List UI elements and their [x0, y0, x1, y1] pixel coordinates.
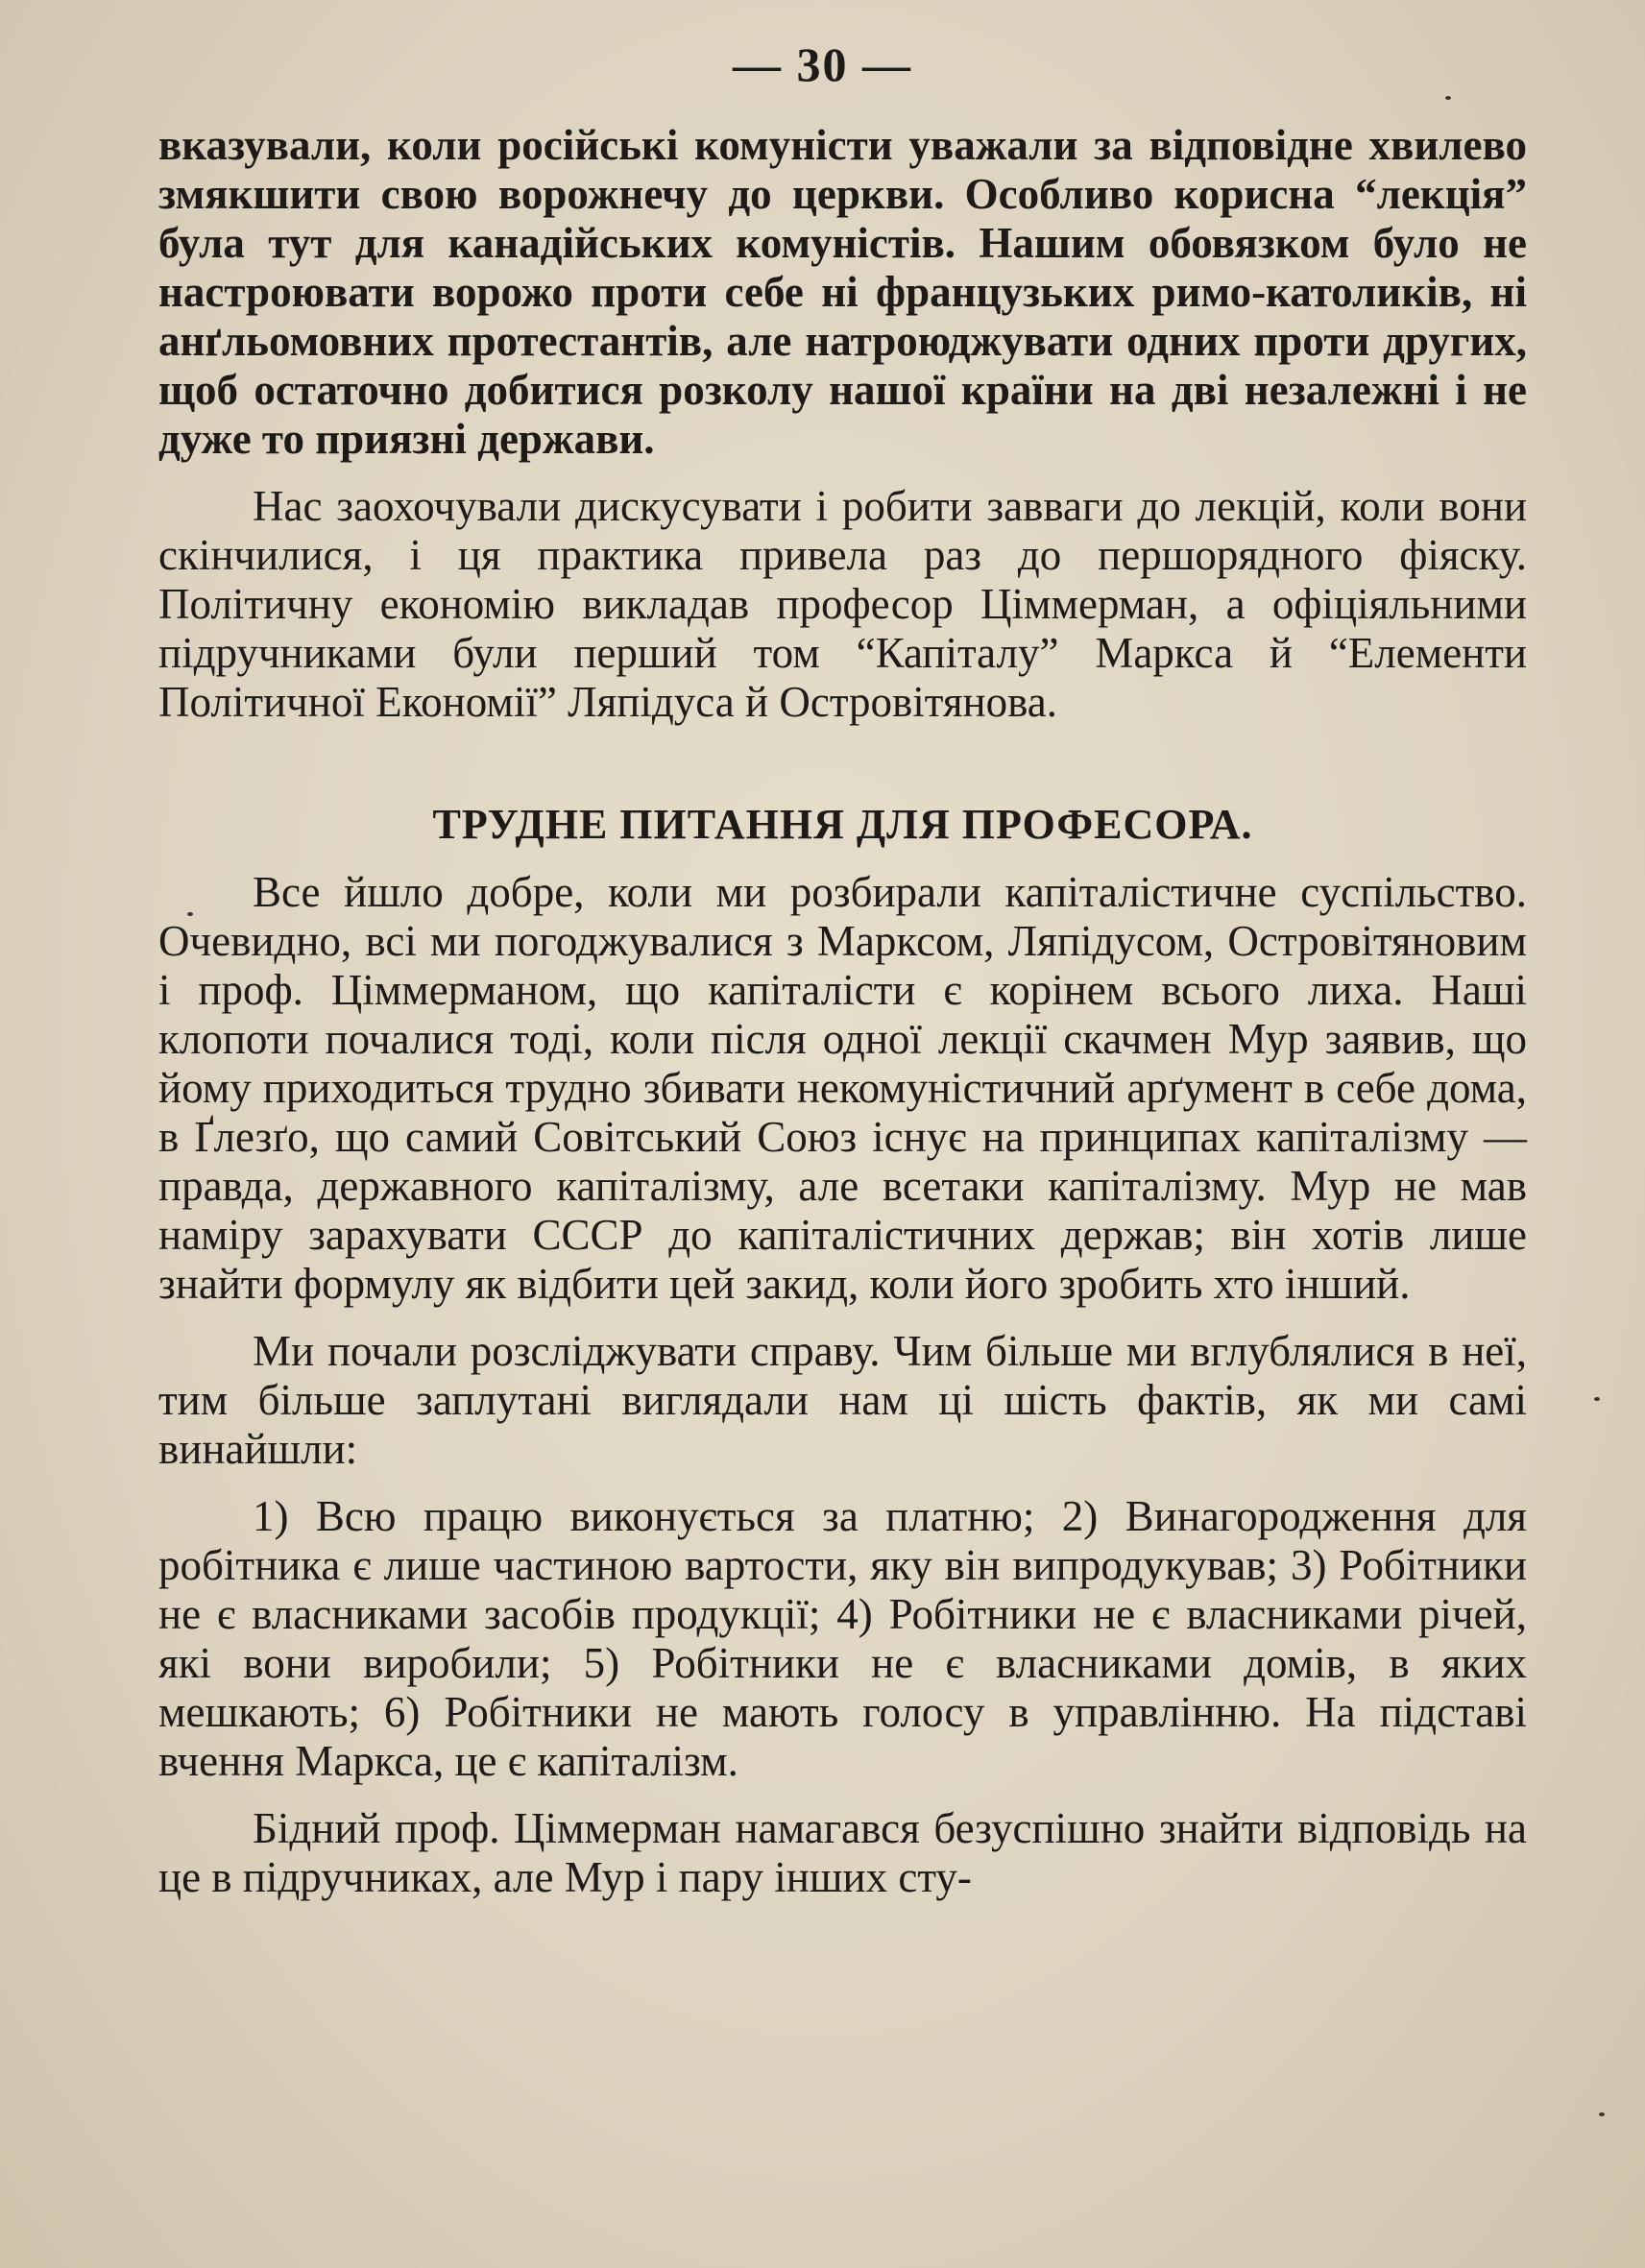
paragraph-6: Бідний проф. Ціммерман намагався безуспішно знайти відповідь на це в підручниках, але Мур і пару інших сту- — [158, 1804, 1527, 1901]
paragraph-1: вказували, коли російські комуністи уважали за відповідне хвилево змякшити свою ворожнечу до церкви. Особливо корисна “лекція” була тут для канадійських комуністів. Нашим обовязком було не настроювати ворожо проти себе ні французьких римо-католиків, ні анґльомовних протестантів, але натроюджувати одних проти других, щоб остаточно добитися розколу нашої країни на дві незалежні і не дуже то приязні держави. — [158, 121, 1527, 463]
print-speck — [1599, 2112, 1605, 2116]
page-number: — 30 — — [733, 37, 912, 91]
text-block — [158, 121, 1527, 1902]
print-speck — [1445, 96, 1451, 100]
paragraph-5: 1) Всю працю виконується за платню; 2) Винагородження для робітника є лише частиною вартости, яку він випродукував; 3) Робітники не є власниками засобів продукції; 4) Робітники не є власниками річей, які вони виробили; 5) Робітники не є власниками домів, в яких мешкають; 6) Робітники не мають голосу в управлінню. На підставі вчення Маркса, це є капіталізм. — [158, 1492, 1527, 1785]
section-heading: ТРУДНЕ ПИТАННЯ ДЛЯ ПРОФЕСОРА. — [432, 801, 1253, 848]
paragraph-3: Все йшло добре, коли ми розбирали капіталістичне суспільство. Очевидно, всі ми погоджувалися з Марксом, Ляпідусом, Островітяновим і проф. Ціммерманом, що капіталісти є корінем всього лиха. Наші клопоти почалися тоді, коли після одної лекції скачмен Мур заявив, що йому приходиться трудно збивати некомуністичний арґумент в себе дома, в Ґлезґо, що самий Совітський Союз існує на принципах капіталізму — правда, державного капіталізму, але всетаки капіталізму. Мур не мав наміру зарахувати СССР до капіталістичних держав; він хотів лише знайти формулу як відбити цей закид, коли його зробить хто інший. — [158, 868, 1527, 1308]
print-speck — [1594, 1397, 1600, 1401]
paragraph-2: Нас заохочували дискусувати і робити завваги до лекцій, коли вони скінчилися, і ця практика привела раз до першорядного фіяску. Політичну економію викладав професор Ціммерман, а офіціяльними підручниками були перший том “Капіталу” Маркса й “Елементи Політичної Економії” Ляпідуса й Островітянова. — [158, 482, 1527, 726]
paragraph-4: Ми почали розсліджувати справу. Чим більше ми вглублялися в неї, тим більше заплутані виглядали нам ці шість фактів, як ми самі винайшли: — [158, 1327, 1527, 1473]
print-speck — [187, 912, 193, 916]
